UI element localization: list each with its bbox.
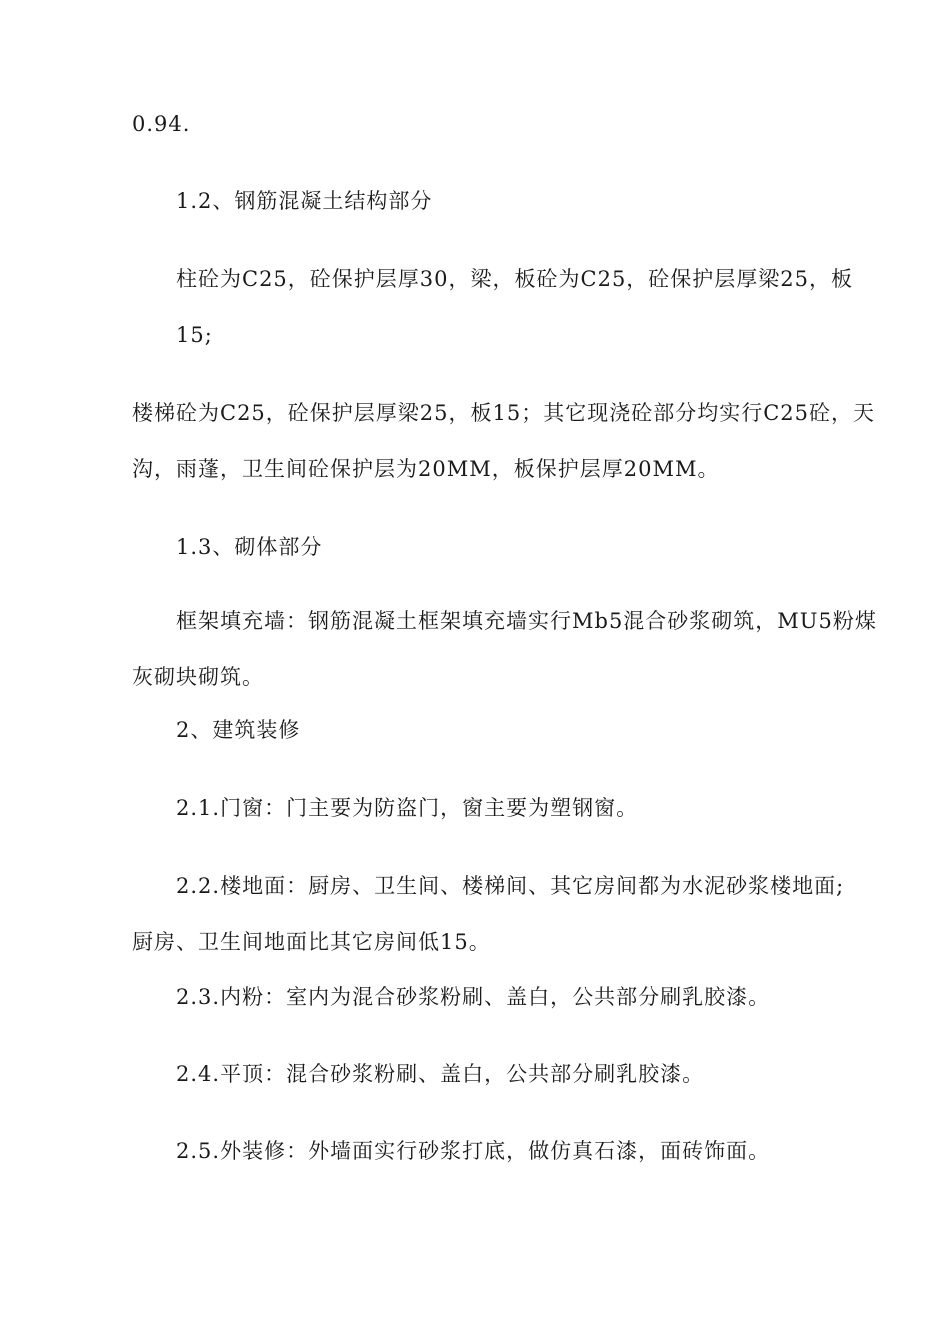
- paragraph-line: 2.4.平顶：混合砂浆粉刷、盖白，公共部分刷乳胶漆。: [176, 1062, 705, 1086]
- section-heading-1-2: 1.2、钢筋混凝土结构部分: [176, 189, 433, 213]
- paragraph-line: 柱砼为C25，砼保护层厚30，梁，板砼为C25，砼保护层厚梁25，板: [176, 267, 854, 291]
- paragraph-line: 楼梯砼为C25，砼保护层厚梁25，板15；其它现浇砼部分均实行C25砼，天: [132, 401, 876, 425]
- paragraph-line: 厨房、卫生间地面比其它房间低15。: [132, 930, 491, 954]
- paragraph-line: 沟，雨蓬，卫生间砼保护层为20MM，板保护层厚20MM。: [132, 457, 720, 481]
- paragraph-line: 灰砌块砌筑。: [132, 665, 264, 689]
- section-heading-1-3: 1.3、砌体部分: [176, 535, 323, 559]
- continuation-text: 0.94.: [132, 112, 191, 136]
- paragraph-line: 15;: [176, 323, 213, 347]
- paragraph-line: 2.5.外装修：外墙面实行砂浆打底，做仿真石漆，面砖饰面。: [176, 1139, 771, 1163]
- paragraph-line: 2.2.楼地面：厨房、卫生间、楼梯间、其它房间都为水泥砂浆楼地面;: [176, 874, 845, 898]
- paragraph-line: 2.1.门窗：门主要为防盗门，窗主要为塑钢窗。: [176, 796, 639, 820]
- section-heading-2: 2、建筑装修: [176, 718, 301, 742]
- paragraph-line: 框架填充墙：钢筋混凝土框架填充墙实行Mb5混合砂浆砌筑，MU5粉煤: [176, 609, 877, 633]
- paragraph-line: 2.3.内粉：室内为混合砂浆粉刷、盖白，公共部分刷乳胶漆。: [176, 985, 771, 1009]
